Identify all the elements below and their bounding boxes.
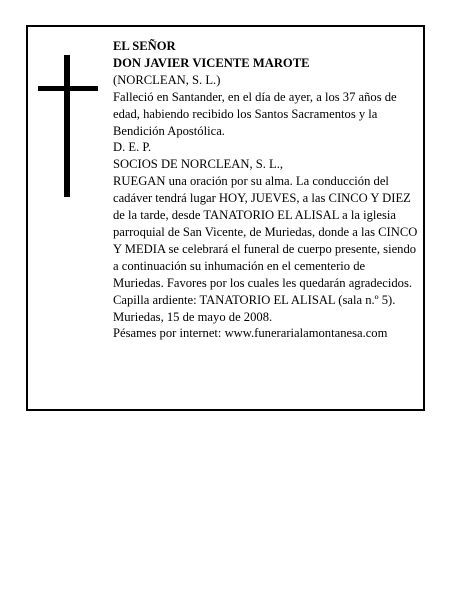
dep-line: D. E. P. — [113, 140, 152, 155]
place-date-line: Muriedas, 15 de mayo de 2008. — [113, 309, 273, 324]
deceased-name: DON JAVIER VICENTE MAROTE — [113, 55, 310, 70]
death-paragraph: Falleció en Santander, en el día de ayer, a los 37 años de edad, habiendo recibido los Santos Sacramentos y la Bendición Apostólica. — [113, 89, 397, 138]
condolences-line: Pésames por internet: www.funerarialamontanesa.com — [113, 326, 388, 341]
request-paragraph: RUEGAN una oración por su alma. La conducción del cadáver tendrá lugar HOY, JUEVES, a las CINCO Y DIEZ de la tarde, desde TANATORIO EL ALISAL a la iglesia parroquial de San Vicente, de Muriedas, donde a las CINCO Y MEDIA se celebrará el funeral de cuerpo presente, siendo a continuación su inhumación en el cementerio de Muriedas. Favores por los cuales les quedarán agradecidos. Capilla ardiente: TANATORIO EL ALISAL (sala n.º 5). — [113, 174, 418, 307]
cross-icon — [64, 55, 70, 197]
title-line: EL SEÑOR — [113, 39, 176, 53]
cross-icon-arm — [38, 86, 98, 91]
company-line: (NORCLEAN, S. L.) — [113, 72, 221, 87]
mourners-line: SOCIOS DE NORCLEAN, S. L., — [113, 157, 284, 172]
obituary-text — [113, 38, 418, 342]
